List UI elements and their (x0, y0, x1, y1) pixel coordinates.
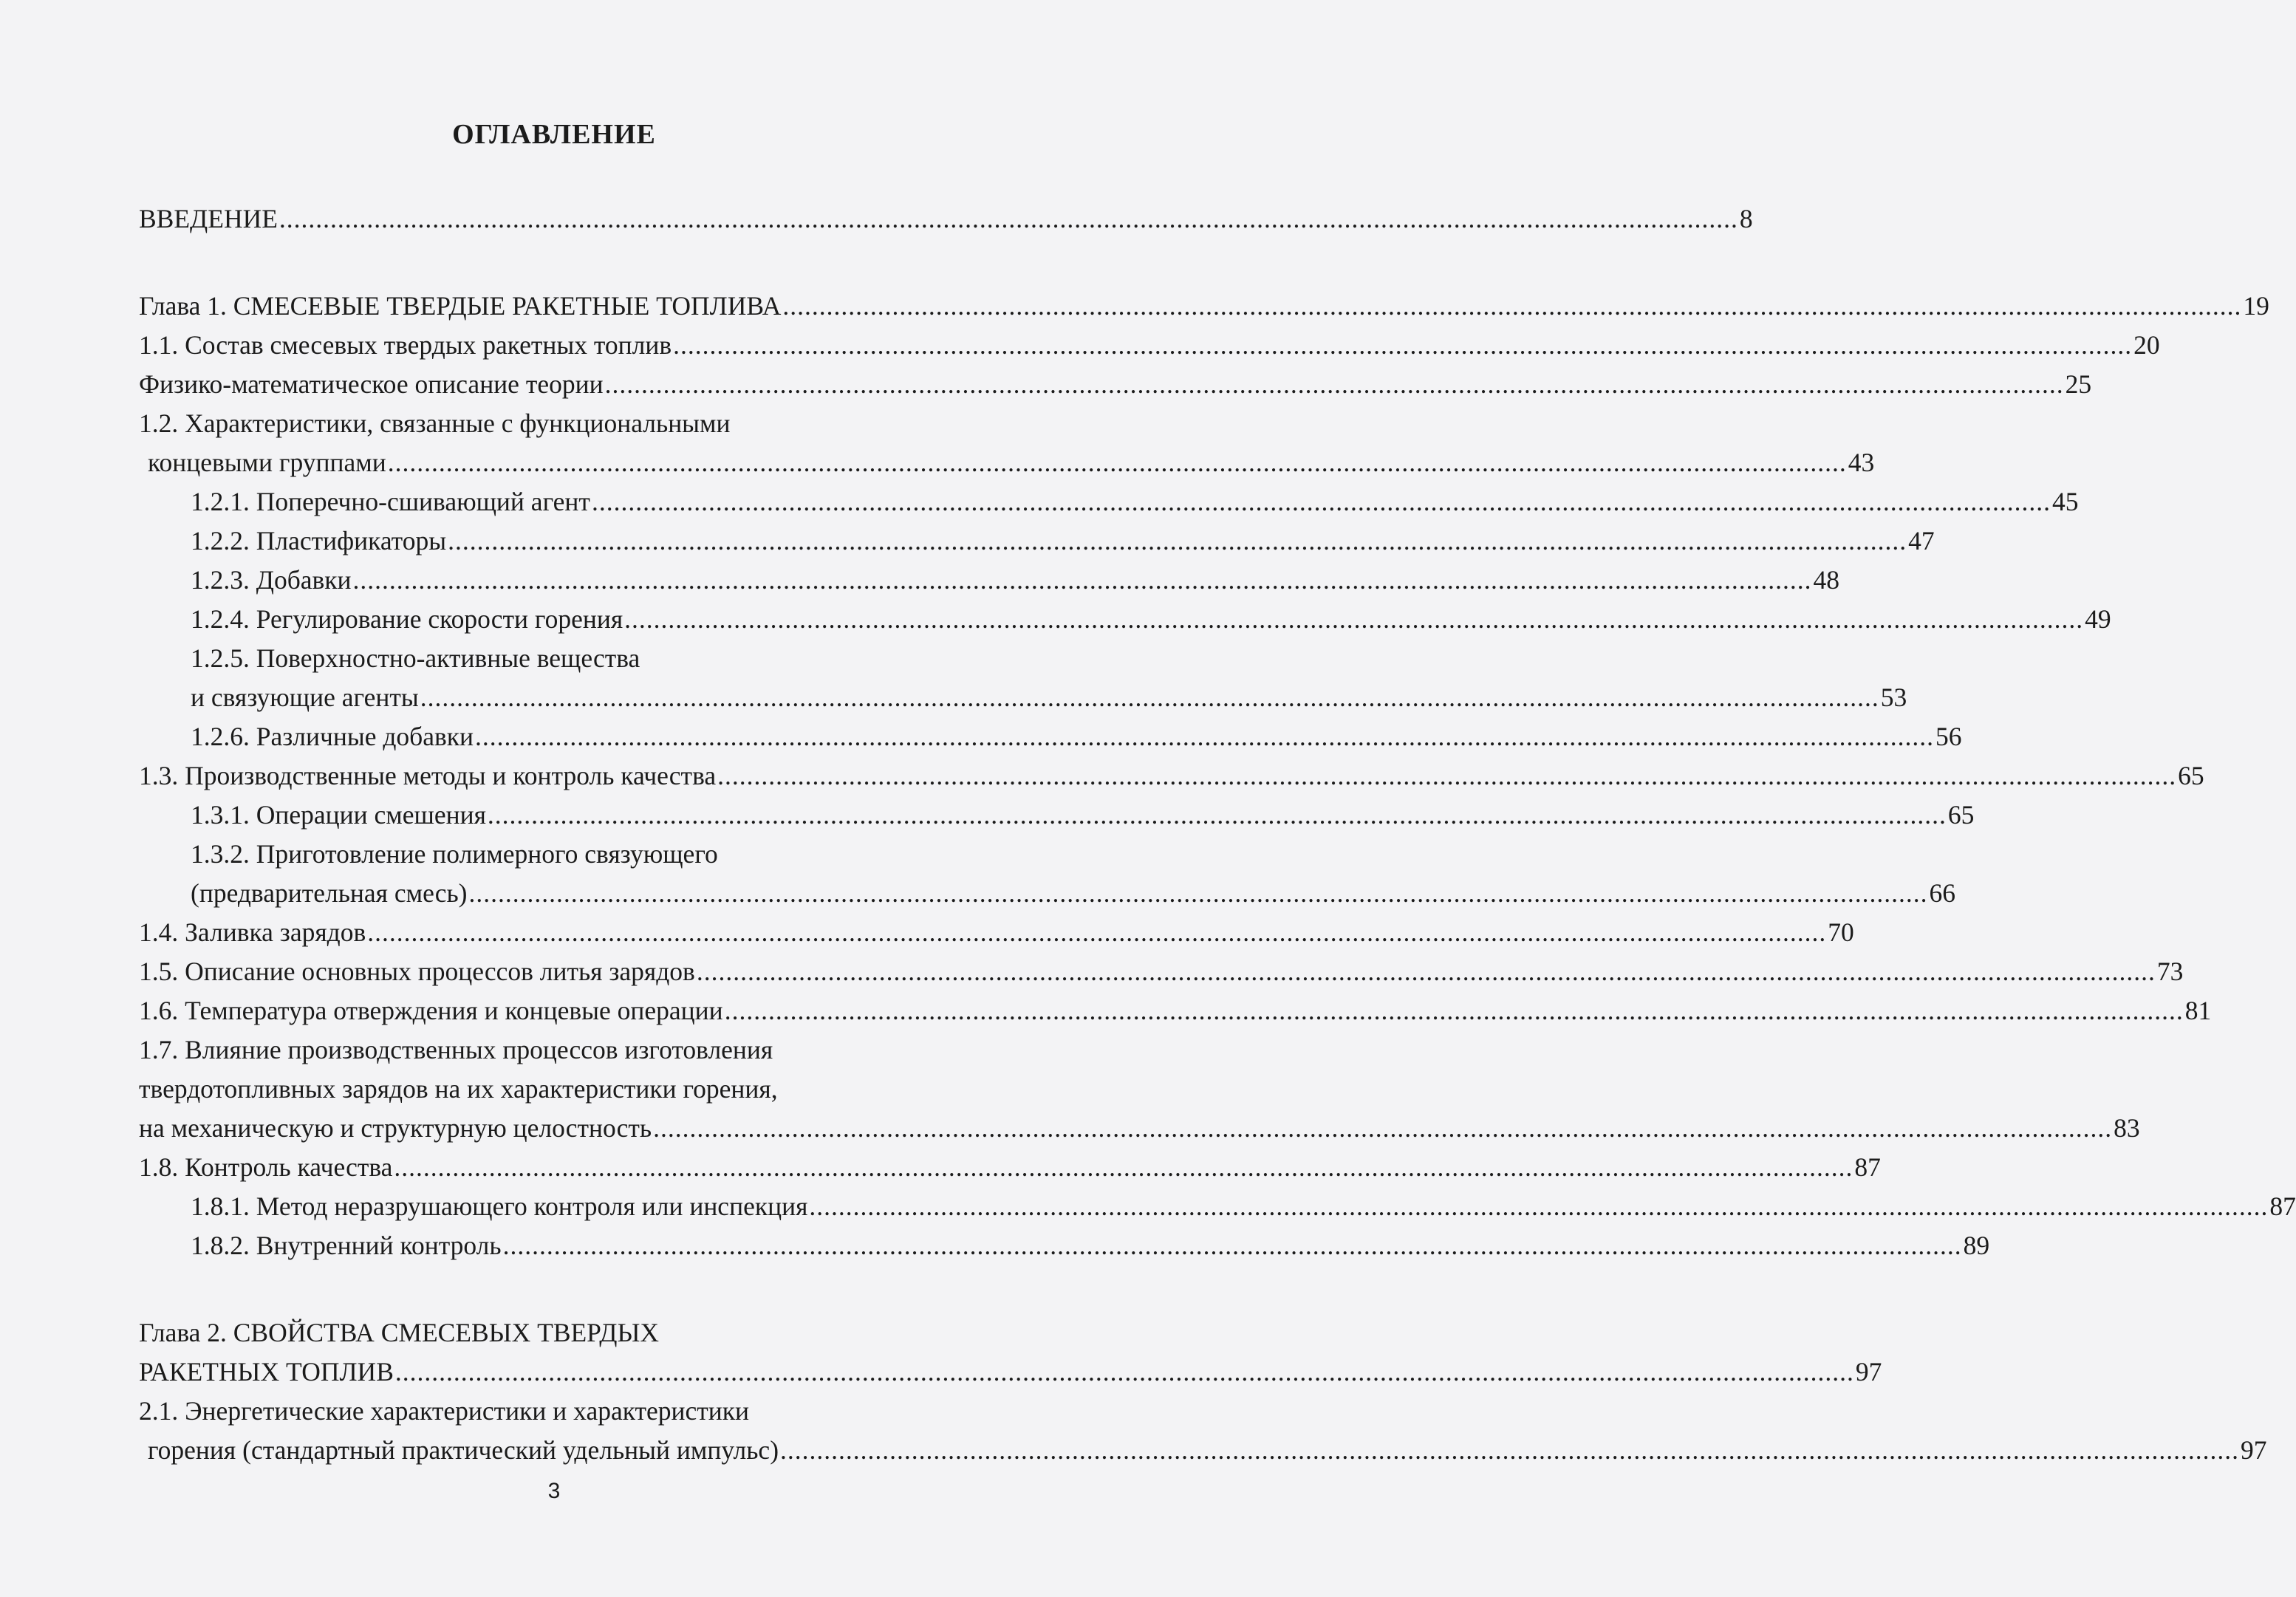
toc-entry-page: 70 (1828, 917, 1854, 947)
dot-leader: ........................................................................................................................................................................................................ (394, 1357, 1854, 1386)
toc-entry (191, 836, 999, 872)
dot-leader: ........................................................................................................................................................................................................ (696, 957, 2156, 986)
toc-entry (148, 1432, 2267, 1468)
toc-entry-page: 66 (1929, 878, 1955, 908)
toc-entry-text: 1.2.1. Поперечно-сшивающий агент (191, 487, 590, 516)
toc-entry-page: 19 (2243, 291, 2269, 321)
toc-entry (139, 327, 2160, 363)
dot-leader: ........................................................................................................................................................................................................ (394, 1152, 1853, 1182)
toc-entry-text: горения (стандартный практический удельный импульс) (148, 1435, 779, 1465)
toc-entry-text: 1.1. Состав смесевых твердых ракетных топлив (139, 330, 672, 360)
toc-entry-page: 97 (1855, 1357, 1882, 1386)
toc-entry-text: 1.7. Влияние производственных процессов изготовления (139, 1035, 773, 1064)
toc-entry-text: РАКЕТНЫХ ТОПЛИВ (139, 1357, 394, 1386)
toc-entry-page: 87 (1854, 1152, 1881, 1182)
dot-leader: ........................................................................................................................................................................................................ (448, 526, 1907, 555)
toc-entry-text: 1.2.3. Добавки (191, 565, 352, 595)
toc-title: ОГЛАВЛЕНИЕ (452, 119, 656, 150)
dot-leader: ........................................................................................................................................................................................................ (782, 291, 2242, 321)
toc-entry-text: и связующие агенты (191, 683, 419, 712)
toc-entry (139, 1393, 999, 1429)
toc-entry-page: 20 (2133, 330, 2160, 360)
toc-entry (191, 680, 1907, 715)
toc-entry-text: 1.2.6. Различные добавки (191, 722, 474, 751)
toc-entry-page: 87 (2269, 1191, 2296, 1221)
toc-entry-text: 1.2.2. Пластификаторы (191, 526, 447, 555)
toc-entry-page: 25 (2065, 369, 2092, 399)
toc-entry-page: 56 (1935, 722, 1962, 751)
toc-entry (139, 1032, 999, 1067)
toc-entry-text: 1.2.5. Поверхностно-активные вещества (191, 643, 640, 673)
toc-entry-text: концевыми группами (148, 448, 386, 477)
dot-leader: ........................................................................................................................................................................................................ (724, 996, 2184, 1025)
toc-entry (191, 1228, 1990, 1263)
toc-entry-page: 97 (2241, 1435, 2267, 1465)
dot-leader: ........................................................................................................................................................................................................ (809, 1191, 2269, 1221)
dot-leader: ........................................................................................................................................................................................................ (367, 917, 1827, 947)
toc-entry-text: 1.8.2. Внутренний контроль (191, 1231, 502, 1260)
toc-entry-page: 81 (2184, 996, 2212, 1025)
toc-entry-text: 1.8.1. Метод неразрушающего контроля или инспекция (191, 1191, 808, 1221)
dot-leader: ........................................................................................................................................................................................................ (420, 683, 1879, 712)
toc-entry-page: 45 (2051, 487, 2079, 516)
page-number: 3 (547, 1479, 561, 1503)
toc-entry (191, 875, 1955, 911)
dot-leader: ........................................................................................................................................................................................................ (591, 487, 2051, 516)
toc-entry-text: 2.1. Энергетические характеристики и характеристики (139, 1396, 750, 1426)
toc-entry-page: 89 (1963, 1231, 1990, 1260)
toc-entry (139, 954, 2184, 989)
toc-entry-text: 1.5. Описание основных процессов литья зарядов (139, 957, 695, 986)
toc-entry (139, 366, 2092, 402)
dot-leader: ........................................................................................................................................................................................................ (673, 330, 2133, 360)
dot-leader: ........................................................................................................................................................................................................ (279, 204, 1738, 233)
toc-entry (139, 1110, 2140, 1146)
toc-entry-text: 1.6. Температура отверждения и концевые операции (139, 996, 723, 1025)
toc-entry-text: твердотопливных зарядов на их характеристики горения, (139, 1074, 778, 1104)
toc-entry (139, 1315, 999, 1350)
toc-entry-page: 8 (1739, 204, 1753, 233)
toc-entry-text: 1.3.2. Приготовление полимерного связующего (191, 839, 718, 869)
toc-entry-text: 1.3. Производственные методы и контроль качества (139, 761, 717, 790)
dot-leader: ........................................................................................................................................................................................................ (387, 448, 1847, 477)
toc-entry-text: 1.4. Заливка зарядов (139, 917, 366, 947)
toc-entry-text: (предварительная смесь) (191, 878, 468, 908)
toc-entry (139, 406, 999, 441)
dot-leader: ........................................................................................................................................................................................................ (653, 1113, 2113, 1143)
toc-entry (139, 758, 2204, 793)
toc-entry-page: 43 (1848, 448, 1875, 477)
dot-leader: ........................................................................................................................................................................................................ (468, 878, 1928, 908)
toc-entry (191, 719, 1962, 754)
dot-leader: ........................................................................................................................................................................................................ (780, 1435, 2240, 1465)
toc-entry (191, 640, 999, 676)
toc-entry (139, 1149, 1881, 1185)
toc-entry (191, 484, 2079, 519)
toc-entry-text: Глава 2. СВОЙСТВА СМЕСЕВЫХ ТВЕРДЫХ (139, 1318, 660, 1347)
dot-leader: ........................................................................................................................................................................................................ (604, 369, 2064, 399)
toc-entry (139, 288, 2269, 324)
toc-entry-page: 48 (1813, 565, 1840, 595)
toc-entry (139, 1071, 999, 1107)
toc-entry-page: 53 (1880, 683, 1907, 712)
toc-entry (191, 601, 2111, 637)
toc-entry-text: ВВЕДЕНИЕ (139, 204, 278, 233)
toc-entry-text: Глава 1. СМЕСЕВЫЕ ТВЕРДЫЕ РАКЕТНЫЕ ТОПЛИВА (139, 291, 782, 321)
toc-entry (191, 797, 1975, 832)
toc-entry-page: 65 (1947, 800, 1975, 830)
toc-entry (148, 445, 1875, 480)
toc-entry (139, 993, 2212, 1028)
toc-entry (139, 1354, 1882, 1389)
toc-entry (191, 1189, 2296, 1224)
toc-entry-page: 83 (2114, 1113, 2140, 1143)
toc-entry-text: 1.2.4. Регулирование скорости горения (191, 604, 623, 634)
toc-entry-page: 47 (1908, 526, 1935, 555)
dot-leader: ........................................................................................................................................................................................................ (352, 565, 1812, 595)
toc-entry-text: на механическую и структурную целостность (139, 1113, 652, 1143)
dot-leader: ........................................................................................................................................................................................................ (474, 722, 1934, 751)
dot-leader: ........................................................................................................................................................................................................ (624, 604, 2084, 634)
toc-entry-page: 65 (2178, 761, 2204, 790)
toc-entry-text: 1.2. Характеристики, связанные с функциональными (139, 408, 731, 438)
toc-entry (191, 562, 1840, 598)
dot-leader: ........................................................................................................................................................................................................ (487, 800, 1947, 830)
toc-entry-page: 49 (2085, 604, 2111, 634)
toc-entry (191, 523, 1935, 558)
toc-entry-page: 73 (2156, 957, 2184, 986)
dot-leader: ........................................................................................................................................................................................................ (717, 761, 2177, 790)
toc-entry-text: Физико-математическое описание теории (139, 369, 604, 399)
toc-entry (139, 914, 1854, 950)
toc-entry-text: 1.3.1. Операции смешения (191, 800, 486, 830)
toc-entry-text: 1.8. Контроль качества (139, 1152, 393, 1182)
toc-entry (139, 201, 1753, 236)
dot-leader: ........................................................................................................................................................................................................ (502, 1231, 1962, 1260)
